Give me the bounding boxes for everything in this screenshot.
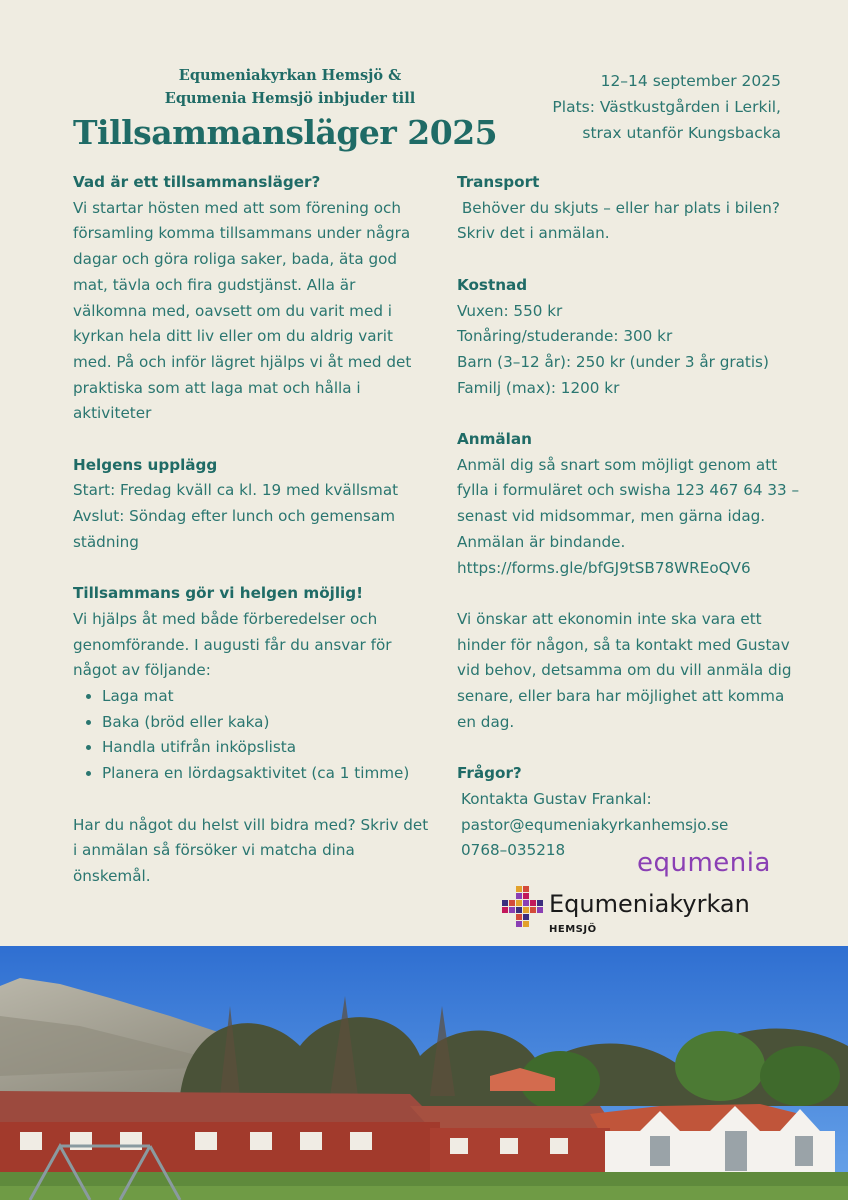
event-place-line-1: Plats: Västkustgården i Lerkil, (552, 98, 781, 116)
event-info (470, 68, 781, 146)
signup-link[interactable]: https://forms.gle/bfGJ9tSB78WREoQV6 (457, 558, 751, 577)
inviter-line-2: Equmenia Hemsjö inbjuder till (164, 90, 416, 107)
list-item: • Laga mat (102, 684, 433, 710)
church-name: Equmeniakyrkan (549, 890, 750, 918)
cross-mosaic-icon (502, 886, 544, 928)
event-date: 12–14 september 2025 (600, 72, 781, 90)
weekend-end: Avslut: Söndag efter lunch och gemensam städning (73, 507, 396, 551)
inviter-line-1: Equmeniakyrkan Hemsjö & (178, 67, 402, 84)
weekend-start: Start: Fredag kväll ca kl. 19 med kvällsmat (73, 481, 399, 500)
inviter-text (140, 64, 440, 110)
questions-heading: Frågor? (457, 764, 522, 783)
right-column (457, 170, 802, 864)
contact-email[interactable]: pastor@equmeniakyrkanhemsjo.se (461, 815, 729, 834)
cost-child: Barn (3–12 år): 250 kr (under 3 år gratis) (457, 352, 769, 371)
event-place-line-2: strax utanför Kungsbacka (582, 124, 781, 142)
signup-heading: Anmälan (457, 430, 532, 448)
together-closing: Har du något du helst vill bidra med? Skriv det i anmälan så försöker vi matcha dina önskemål. (73, 815, 429, 885)
cost-teen: Tonåring/studerande: 300 kr (457, 327, 673, 346)
church-sub: HEMSJÖ (549, 924, 597, 935)
list-item: • Planera en lördagsaktivitet (ca 1 timme) (102, 761, 433, 787)
together-heading: Tillsammans gör vi helgen möjlig! (73, 584, 364, 603)
task-list (73, 684, 433, 787)
what-body: Vi startar hösten med att som förening och församling komma tillsammans under några dagar och göra roliga saker, bada, äta god mat, tävla och fira gudstjänst. Alla är välkomna med, oavsett om du varit med i kyrkan hela ditt liv eller om du aldrig varit med. På och inför lägret hjälps vi åt med det praktiska som att laga mat och hålla i aktiviteter (73, 198, 412, 423)
equmenia-logo: equmenia (637, 848, 771, 878)
cost-family: Familj (max): 1200 kr (457, 378, 620, 397)
camp-photo (0, 946, 848, 1200)
left-column (73, 170, 433, 890)
page-title: Tillsammansläger 2025 (73, 113, 498, 152)
together-body: Vi hjälps åt med både förberedelser och genomförande. I augusti får du ansvar för något av följande: (73, 609, 392, 680)
transport-body: Behöver du skjuts – eller har plats i bilen? Skriv det i anmälan. (457, 198, 785, 243)
cost-adult: Vuxen: 550 kr (457, 301, 563, 320)
contact-name: Kontakta Gustav Frankal: (461, 789, 652, 808)
transport-heading: Transport (457, 173, 540, 191)
economy-note: Vi önskar att ekonomin inte ska vara ett hinder för någon, så ta kontakt med Gustav vid behov, detsamma om du vill anmäla dig senare, eller bara har möjlighet att komma en dag. (457, 609, 792, 731)
list-item: • Baka (bröd eller kaka) (102, 710, 433, 736)
signup-body: Anmäl dig så snart som möjligt genom att fylla i formuläret och swisha 123 467 64 33 – senast vid midsommar, men gärna idag. Anmälan är bindande. (457, 455, 800, 551)
cost-heading: Kostnad (457, 275, 528, 294)
weekend-heading: Helgens upplägg (73, 455, 218, 474)
contact-phone: 0768–035218 (461, 841, 566, 860)
list-item: • Handla utifrån inköpslista (102, 735, 433, 761)
equmeniakyrkan-logo (502, 886, 750, 935)
what-heading: Vad är ett tillsammansläger? (73, 173, 321, 191)
